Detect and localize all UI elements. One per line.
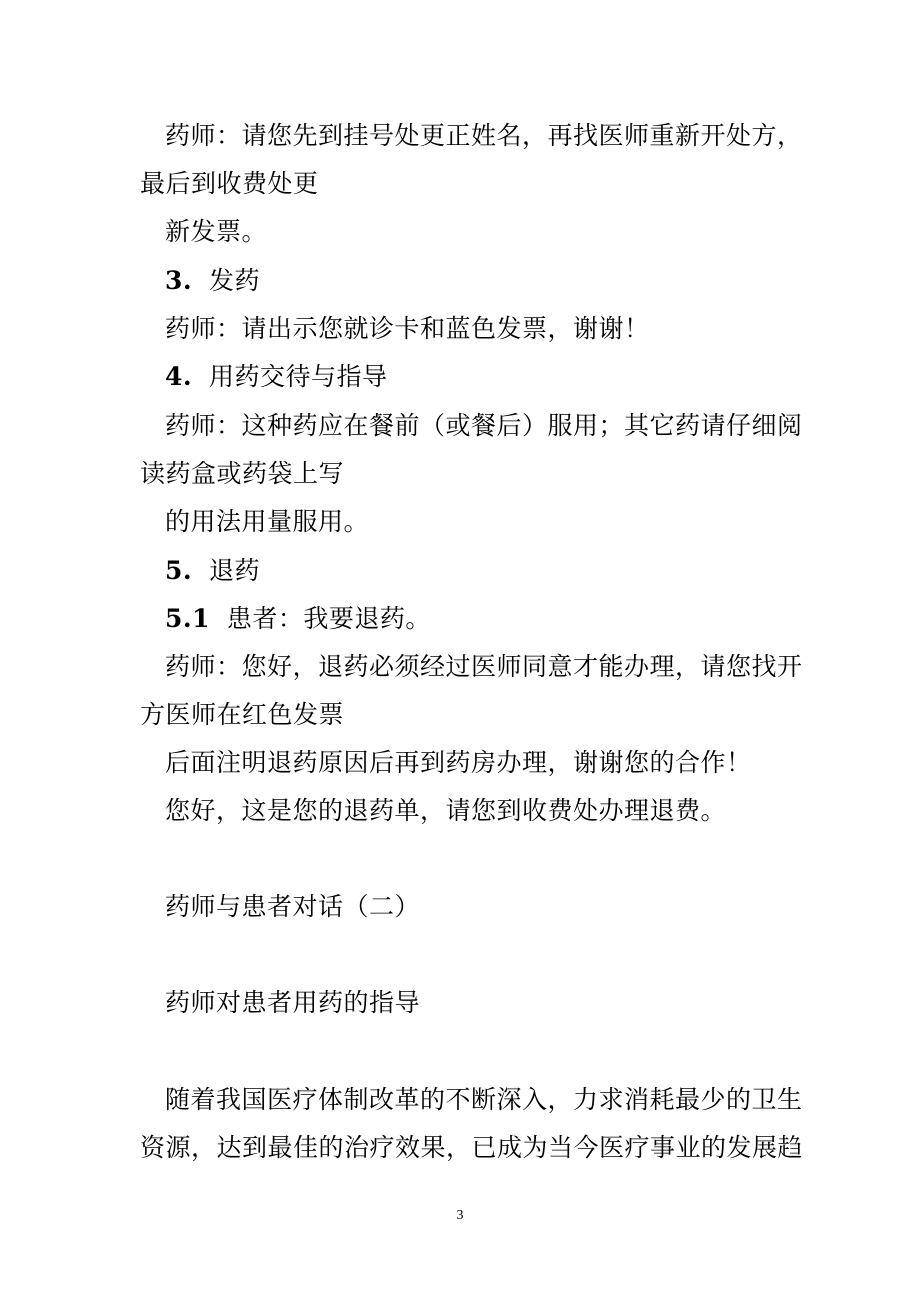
document-subtitle: 药师对患者用药的指导 [165, 988, 421, 1017]
text-line: 药师：请您先到挂号处更正姓名，再找医师重新开处方， [165, 121, 803, 150]
section-heading: 4. 用药交待与指导 [165, 362, 388, 391]
text-line: 药师：您好，退药必须经过医师同意才能办理，请您找开 [165, 652, 803, 681]
text-line: 随着我国医疗体制改革的不断深入，力求消耗最少的卫生 [165, 1085, 803, 1114]
page-number: 3 [456, 1208, 464, 1223]
text-line: 新发票。 [165, 217, 268, 246]
document-title: 药师与患者对话（二） [165, 892, 421, 921]
subsection-heading: 5.1 患者：我要退药。 [165, 604, 431, 633]
text-line: 方医师在红色发票 [140, 700, 345, 729]
text-line: 后面注明退药原因后再到药房办理，谢谢您的合作！ [165, 748, 752, 777]
text-line: 您好，这是您的退药单，请您到收费处办理退费。 [165, 796, 727, 825]
text-line: 最后到收费处更 [140, 169, 319, 198]
text-line: 的用法用量服用。 [165, 507, 370, 536]
text-line: 药师：这种药应在餐前（或餐后）服用；其它药请仔细阅 [165, 411, 803, 440]
text-line: 资源，达到最佳的治疗效果，已成为当今医疗事业的发展趋 [140, 1133, 804, 1162]
section-heading: 3. 发药 [165, 266, 261, 295]
text-line: 药师：请出示您就诊卡和蓝色发票，谢谢！ [165, 314, 650, 343]
text-line: 读药盒或药袋上写 [140, 459, 345, 488]
section-heading: 5. 退药 [165, 556, 261, 585]
